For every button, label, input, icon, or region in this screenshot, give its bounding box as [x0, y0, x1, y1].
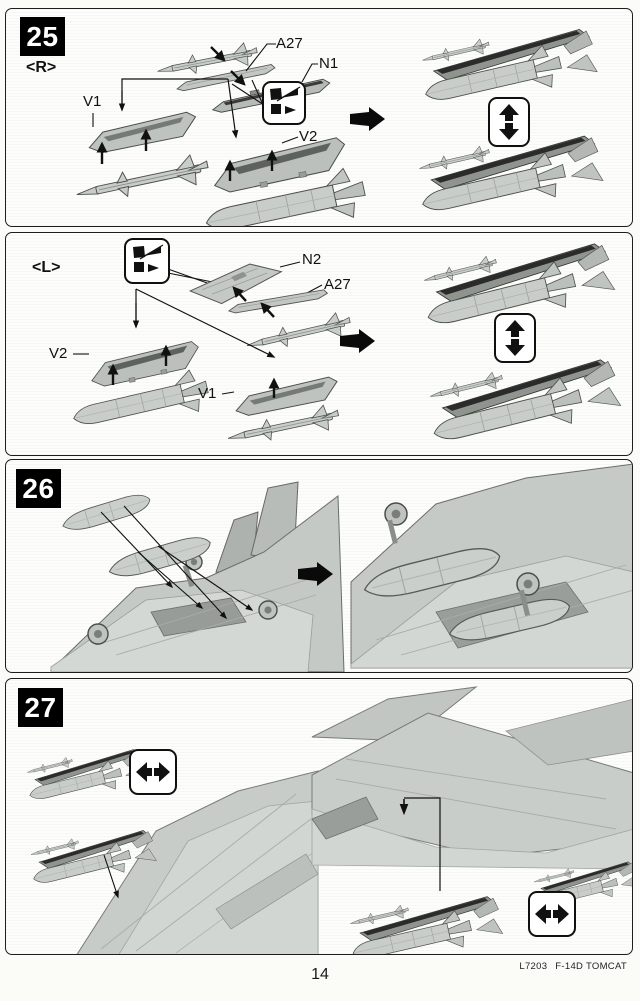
- position-leftright-arrows-icon: [129, 749, 177, 795]
- part-label-a27: A27: [324, 276, 351, 293]
- kit-number: L7203: [519, 961, 548, 972]
- position-updown-arrows-icon: [488, 97, 530, 147]
- step-27-panel: [5, 678, 633, 955]
- assembled-pylon: [345, 884, 505, 955]
- trim-parts-icon: [124, 238, 170, 284]
- sidewinder-missile: [74, 152, 211, 210]
- assembly-step-arrow: [340, 329, 375, 353]
- page-number: 14: [311, 966, 329, 983]
- trim-parts-icon: [262, 81, 306, 125]
- part-label-v1: V1: [83, 93, 102, 110]
- step-25-right-artwork: [6, 9, 633, 227]
- fuselage-underside: [312, 687, 633, 869]
- part-label-v2: V2: [299, 128, 318, 145]
- step-26-artwork: [6, 460, 633, 673]
- step-number-badge: 25: [20, 17, 65, 56]
- part-label-v1: V1: [198, 385, 217, 402]
- assembly-step-arrow: [350, 107, 385, 131]
- part-label-a27: A27: [276, 35, 303, 52]
- side-marker-right: <R>: [26, 59, 57, 76]
- step-25-left-panel: [5, 232, 633, 456]
- part-label-n2: N2: [302, 251, 322, 268]
- position-updown-arrows-icon: [494, 313, 536, 363]
- step-25-right-panel: [5, 8, 633, 227]
- part-label-n1: N1: [319, 55, 339, 72]
- drop-tank: [60, 491, 152, 535]
- kit-name: F-14D TOMCAT: [555, 961, 627, 972]
- rail-a27: [228, 289, 328, 314]
- step-number-badge: 26: [16, 469, 61, 508]
- side-marker-left: <L>: [32, 259, 61, 276]
- aircraft-underside-with-tanks: [351, 464, 633, 668]
- step-26-panel: [5, 459, 633, 673]
- step-number-badge: 27: [18, 688, 63, 727]
- position-leftright-arrows-icon: [528, 891, 576, 937]
- part-label-v2: V2: [49, 345, 68, 362]
